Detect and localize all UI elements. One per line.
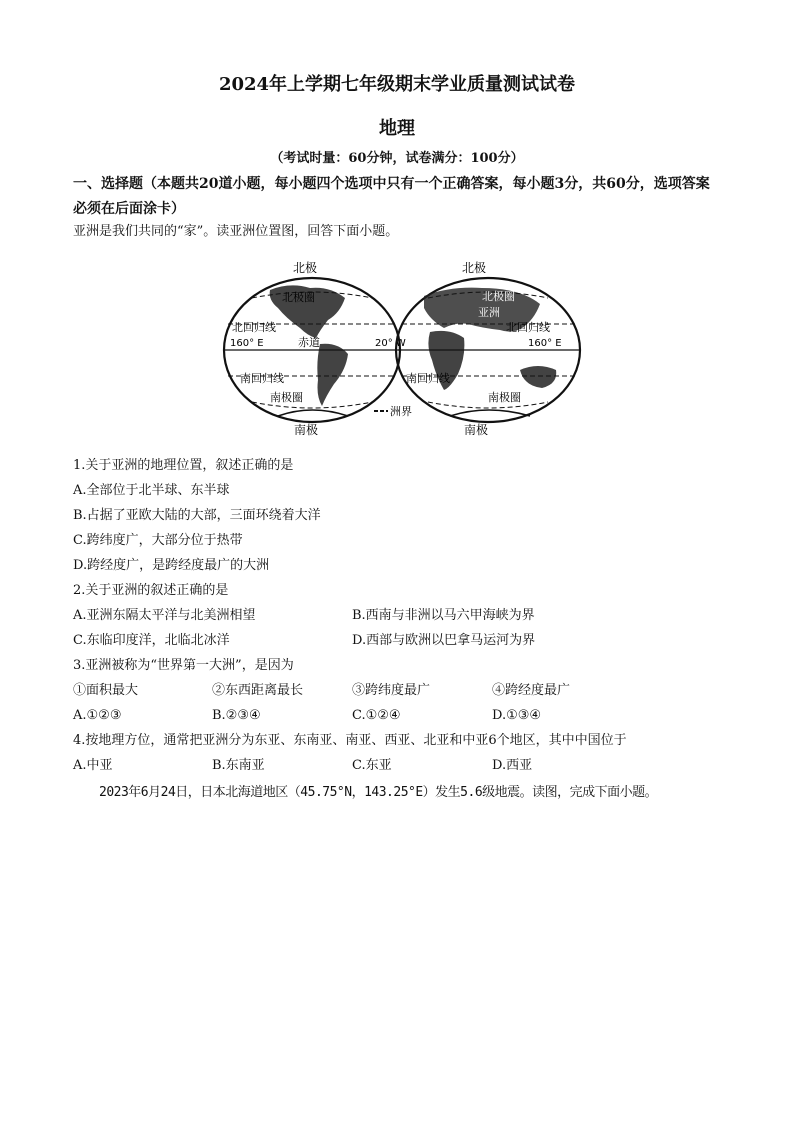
right-tropic-south: 南回归线 [406, 372, 450, 385]
q3-item-2: ②东西距离最长 [212, 683, 304, 698]
q1-option-c: C.跨纬度广，大部分位于热带 [73, 533, 243, 548]
australia-shape [520, 366, 556, 388]
q3-option-c: C.①②④ [352, 708, 401, 723]
earthquake-passage: 2023年6月24日，日本北海道地区（45.75°N，143.25°E）发生5.6级地震。读图，完成下面小题。 [99, 785, 658, 800]
left-north-pole: 北极 [293, 261, 318, 275]
q1-option-a: A.全部位于北半球、东半球 [73, 483, 230, 498]
south-america-shape [317, 344, 348, 406]
right-north-pole: 北极 [462, 261, 487, 275]
q2-option-c: C.东临印度洋，北临北冰洋 [73, 633, 230, 648]
left-arctic-circle: 北极圈 [282, 291, 315, 304]
left-tropic-south: 南回归线 [240, 372, 284, 385]
legend-label: 洲界 [390, 405, 412, 418]
equator-label: 赤道 [298, 336, 320, 349]
q1-option-d: D.跨经度广，是跨经度最广的大洲 [73, 558, 270, 573]
q3-item-3: ③跨纬度最广 [352, 683, 431, 698]
q3-item-4: ④跨经度最广 [492, 683, 571, 698]
right-arctic-circle: 北极圈 [482, 290, 515, 303]
asia-location-map [220, 258, 592, 440]
q2-option-a: A.亚洲东隔太平洋与北美洲相望 [73, 608, 256, 623]
western-hemisphere [224, 260, 406, 437]
exam-title: 2024年上学期七年级期末学业质量测试试卷 [218, 74, 576, 95]
lon-20w: 20° W [375, 338, 406, 349]
q3-stem: 3.亚洲被称为“世界第一大洲”，是因为 [73, 658, 294, 673]
section-heading: 一、选择题（本题共20道小题，每小题四个选项中只有一个正确答案，每小题3分，共60分，选项答案必须在后面涂卡） [73, 176, 710, 217]
q3-option-b: B.②③④ [212, 708, 261, 723]
left-antarctic-circle: 南极圈 [270, 391, 303, 404]
q3-option-d: D.①③④ [492, 708, 542, 723]
left-tropic-north: 北回归线 [232, 321, 276, 334]
q4-stem: 4.按地理方位，通常把亚洲分为东亚、东南亚、南亚、西亚、北亚和中亚6个地区，其中中国位于 [73, 733, 627, 748]
q1-stem: 1.关于亚洲的地理位置，叙述正确的是 [73, 458, 294, 473]
right-south-pole: 南极 [464, 423, 489, 437]
right-antarctic-circle: 南极圈 [488, 391, 521, 404]
left-south-pole: 南极 [294, 423, 319, 437]
right-tropic-north: 北回归线 [506, 321, 550, 334]
q4-option-b: B.东南亚 [212, 758, 265, 773]
asia-label: 亚洲 [478, 306, 500, 319]
eastern-hemisphere [396, 260, 580, 437]
q2-option-b: B.西南与非洲以马六甲海峡为界 [352, 608, 535, 623]
q3-option-a: A.①②③ [73, 708, 122, 723]
q1-option-b: B.占据了亚欧大陆的大部，三面环绕着大洋 [73, 508, 321, 523]
subject-title: 地理 [379, 118, 415, 139]
exam-info: （考试时量：60分钟，试卷满分：100分） [270, 151, 524, 166]
q3-item-1: ①面积最大 [73, 683, 139, 698]
q2-option-d: D.西部与欧洲以巴拿马运河为界 [352, 633, 536, 648]
q4-option-c: C.东亚 [352, 758, 392, 773]
intro-text: 亚洲是我们共同的“家”。读亚洲位置图，回答下面小题。 [73, 224, 399, 239]
q2-stem: 2.关于亚洲的叙述正确的是 [73, 583, 229, 598]
right-lon-160e: 160° E [528, 338, 562, 349]
q4-option-d: D.西亚 [492, 758, 533, 773]
q4-option-a: A.中亚 [73, 758, 113, 773]
left-lon-160e: 160° E [230, 338, 264, 349]
